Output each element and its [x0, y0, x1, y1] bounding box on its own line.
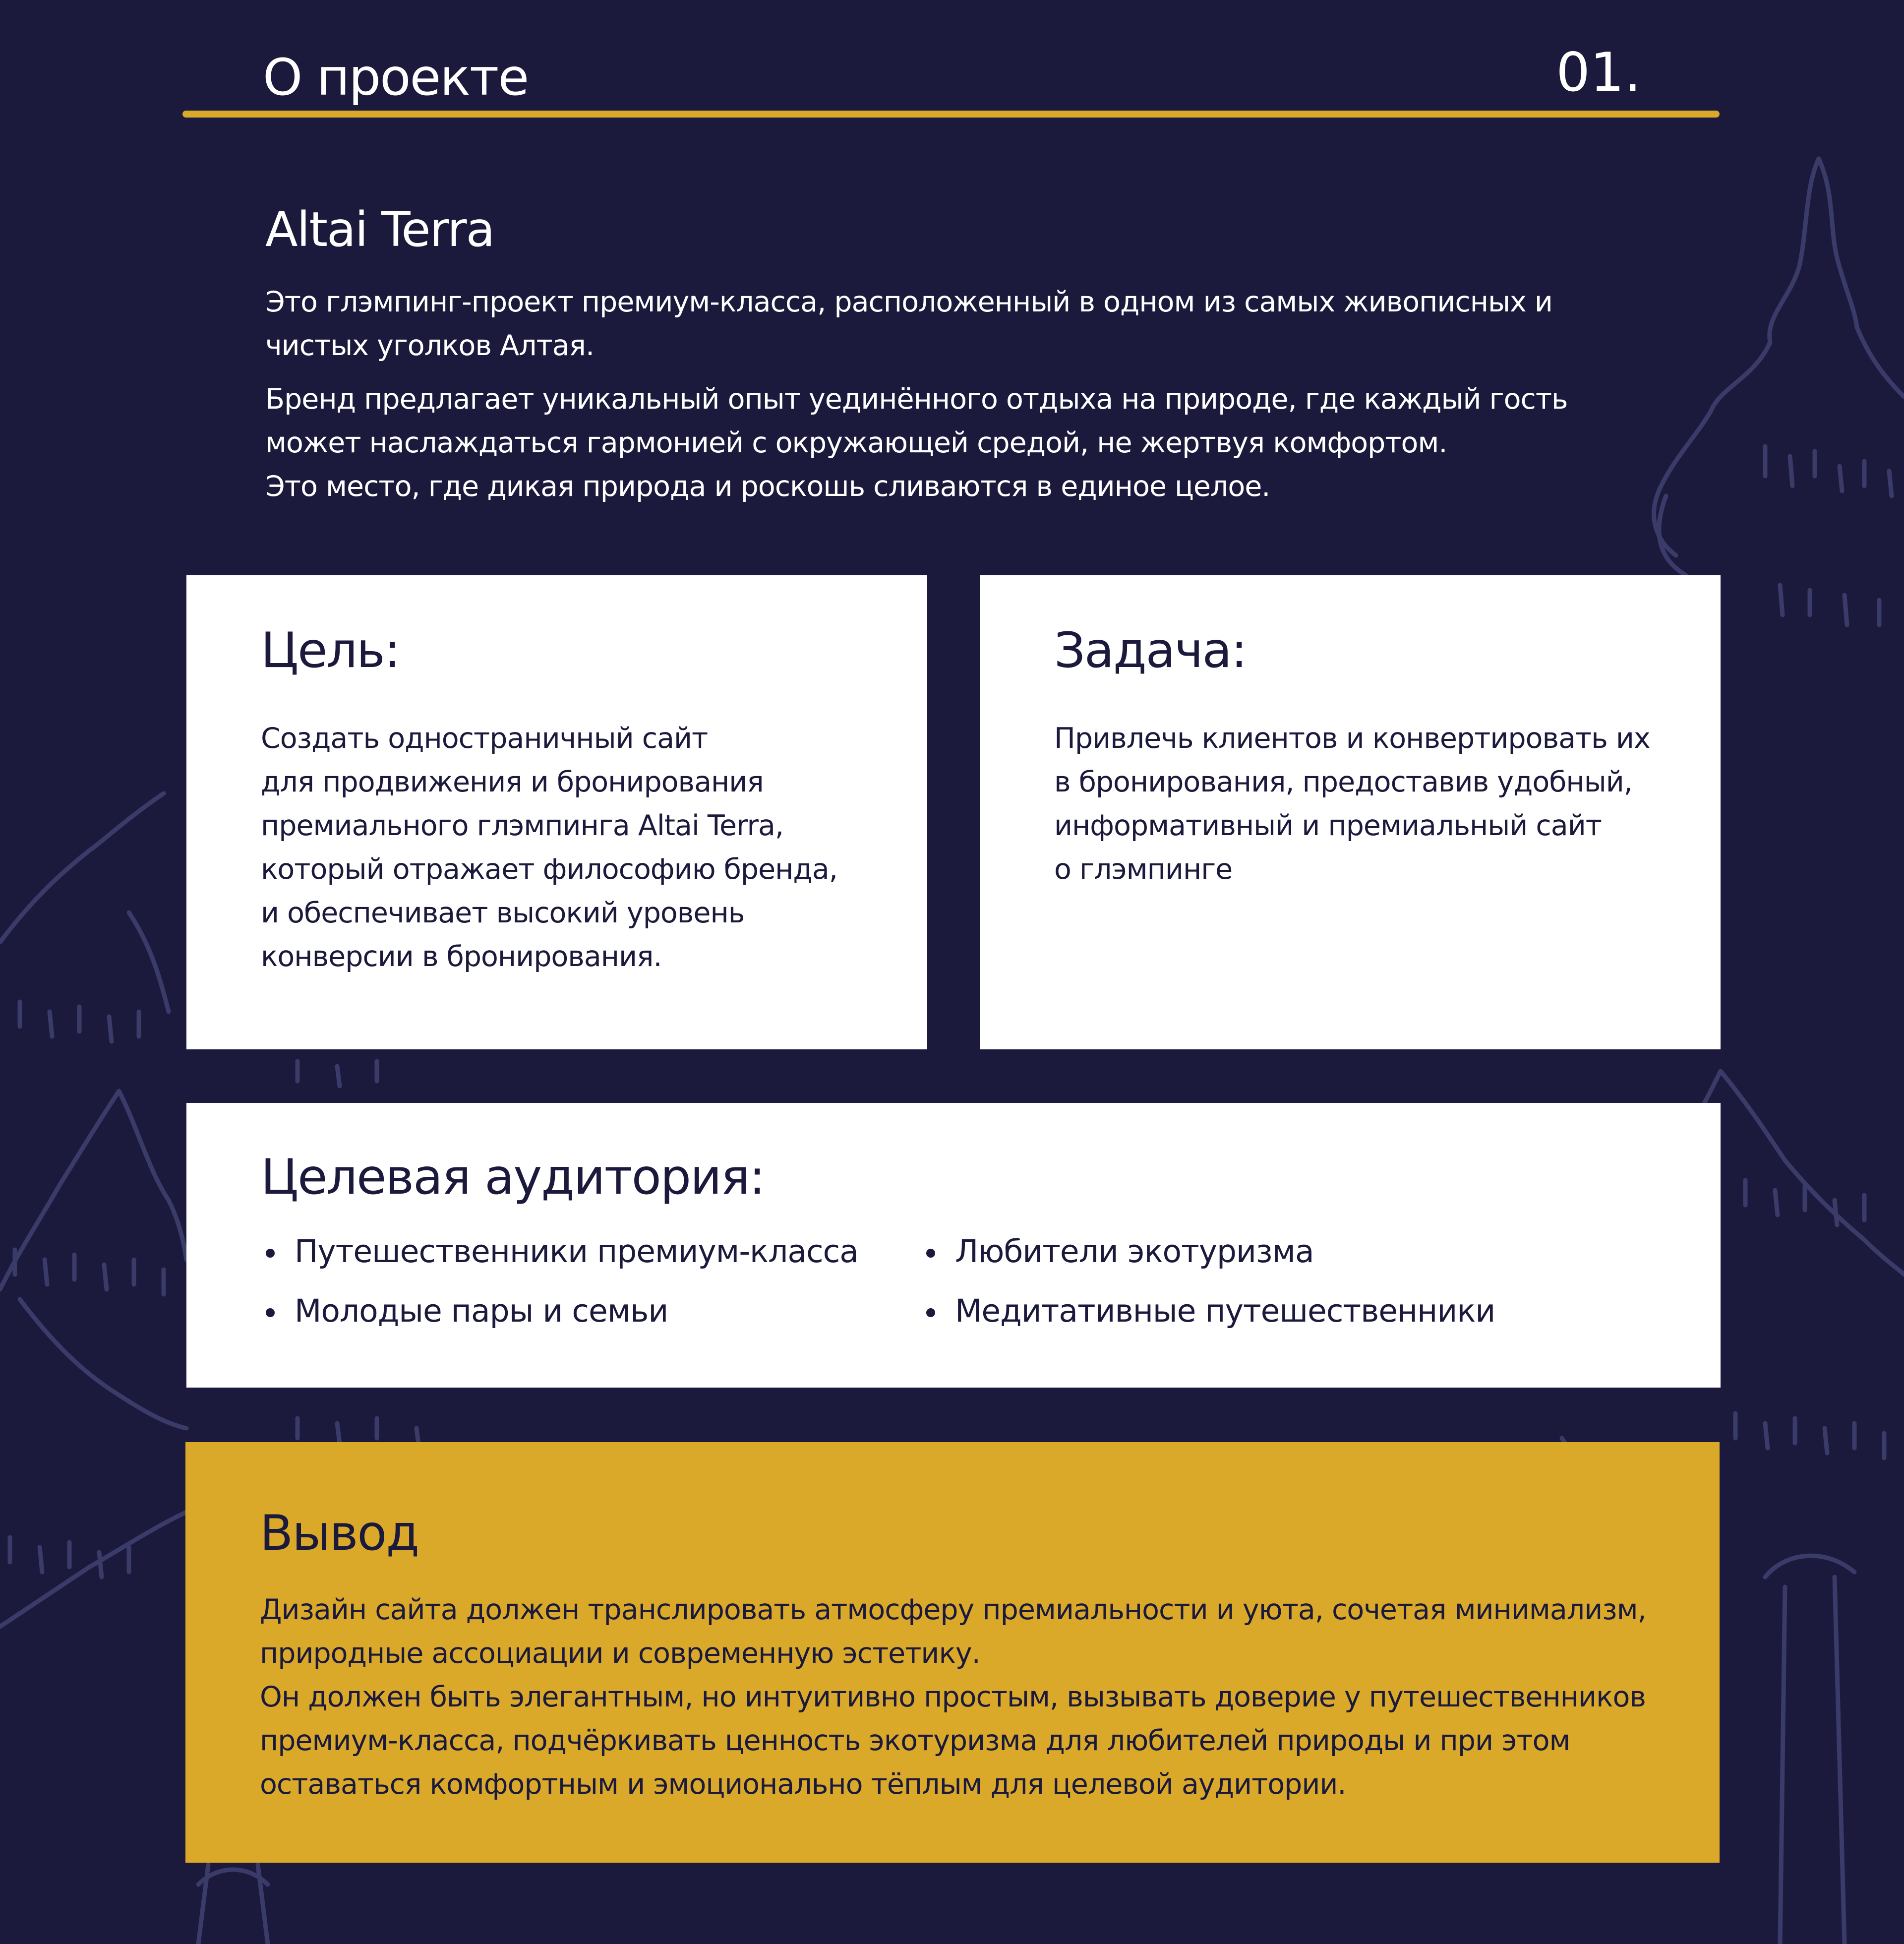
goal-line: Создать одностраничный сайт [261, 722, 708, 755]
goal-card [186, 575, 927, 1049]
conclusion-card [185, 1442, 1720, 1863]
goal-title: Цель: [261, 622, 400, 679]
task-card [980, 575, 1721, 1049]
audience-title: Целевая аудитория: [261, 1149, 765, 1206]
conclusion-paragraph: Дизайн сайта должен транслировать атмосферу премиальности и уюта, сочетая минимализм, природные ассоциации и современную эстетику. [260, 1593, 1646, 1670]
task-line: информативный и премиальный сайт [1054, 809, 1602, 842]
header-divider [182, 111, 1720, 118]
section-number: 01. [1556, 42, 1641, 104]
intro-paragraph: Бренд предлагает уникальный опыт уединённого отдыха на природе, где каждый гость может наслаждаться гармонией с окружающей средой, не жертвуя комфортом. [265, 383, 1568, 459]
goal-text [261, 717, 881, 978]
audience-item: Любители экотуризма [921, 1222, 1495, 1281]
conclusion-text [260, 1588, 1678, 1806]
audience-list-right [921, 1222, 1495, 1341]
task-title: Задача: [1054, 622, 1247, 679]
audience-item: Медитативные путешественники [921, 1281, 1495, 1341]
section-title: О проекте [263, 48, 529, 107]
audience-list-left [261, 1222, 858, 1341]
goal-line: который отражает философию бренда, [261, 853, 837, 886]
task-line: Привлечь клиентов и конвертировать их [1054, 722, 1650, 755]
goal-line: премиального глэмпинга Altai Terra, [261, 809, 784, 842]
goal-line: конверсии в бронирования. [261, 940, 662, 973]
project-description [265, 280, 1654, 508]
audience-card [186, 1103, 1721, 1388]
conclusion-paragraph: Он должен быть элегантным, но интуитивно простым, вызывать доверие у путешественников премиум-класса, подчёркивать ценность экотуризма для любителей природы и при этом оставаться комфортным и эмоционально тёплым для целевой аудитории. [260, 1681, 1646, 1801]
project-name: Altai Terra [265, 202, 494, 257]
audience-item: Путешественники премиум-класса [261, 1222, 858, 1281]
conclusion-title: Вывод [260, 1505, 419, 1562]
task-text [1054, 717, 1674, 891]
audience-item: Молодые пары и семьи [261, 1281, 858, 1341]
goal-line: и обеспечивает высокий уровень [261, 897, 745, 929]
intro-paragraph: Это глэмпинг-проект премиум-класса, расположенный в одном из самых живописных и чистых уголков Алтая. [265, 286, 1552, 362]
task-line: о глэмпинге [1054, 853, 1233, 886]
intro-paragraph: Это место, где дикая природа и роскошь сливаются в единое целое. [265, 470, 1270, 503]
task-line: в бронирования, предоставив удобный, [1054, 766, 1632, 798]
goal-line: для продвижения и бронирования [261, 766, 764, 798]
